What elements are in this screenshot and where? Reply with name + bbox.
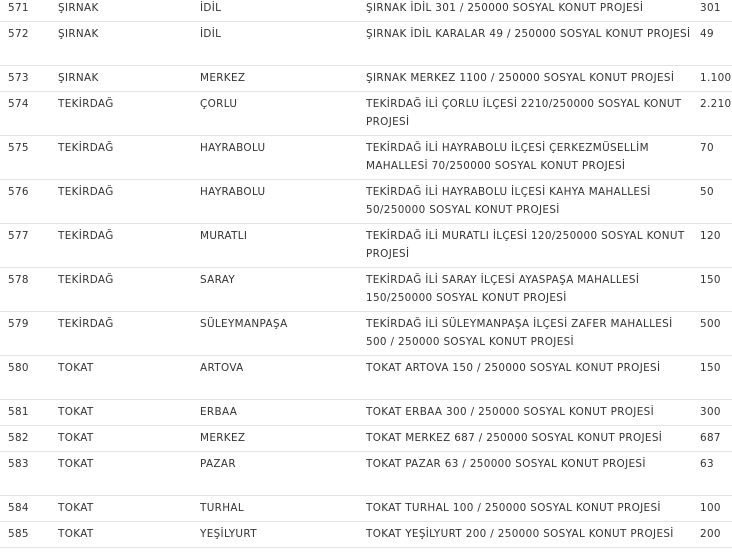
province-cell: TOKAT [58,502,94,514]
unit-count-cell: 50 [700,186,714,198]
table-row [0,136,732,180]
province-cell: TEKİRDAĞ [58,318,114,330]
district-cell: ERBAA [200,406,238,418]
unit-count-cell: 70 [700,142,714,154]
district-cell: ARTOVA [200,362,244,374]
district-cell: MERKEZ [200,432,246,444]
project-name-cell: ŞIRNAK MERKEZ 1100 / 250000 SOSYAL KONUT PROJESİ [366,72,675,84]
unit-count-cell: 150 [700,362,721,374]
district-cell: PAZAR [200,458,236,470]
province-cell: TEKİRDAĞ [58,186,114,198]
district-cell: TURHAL [200,502,244,514]
row-number: 579 [8,318,29,330]
table-row [0,224,732,268]
project-name-cell: TEKİRDAĞ İLİ ÇORLU İLÇESİ 2210/250000 SOSYAL KONUT PROJESİ [366,98,682,128]
project-name-cell: TEKİRDAĞ İLİ HAYRABOLU İLÇESİ ÇERKEZMÜSELLİM MAHALLESİ 70/250000 SOSYAL KONUT PROJESİ [366,142,649,172]
unit-count-cell: 49 [700,28,714,40]
project-name-cell: TOKAT TURHAL 100 / 250000 SOSYAL KONUT PROJESİ [366,502,661,514]
district-cell: SARAY [200,274,236,286]
project-name-cell: ŞIRNAK İDİL KARALAR 49 / 250000 SOSYAL KONUT PROJESİ [366,28,691,40]
table-row [0,452,732,496]
table-row [0,312,732,356]
row-number: 572 [8,28,29,40]
table-row [0,268,732,312]
table-row [0,426,732,452]
district-cell: HAYRABOLU [200,186,266,198]
project-name-cell: TEKİRDAĞ İLİ MURATLI İLÇESİ 120/250000 SOSYAL KONUT PROJESİ [366,230,685,260]
row-number: 571 [8,2,29,14]
row-number: 581 [8,406,29,418]
project-name-cell: TOKAT YEŞİLYURT 200 / 250000 SOSYAL KONUT PROJESİ [366,528,674,540]
row-number: 585 [8,528,29,540]
unit-count-cell: 301 [700,2,721,14]
province-cell: TOKAT [58,362,94,374]
row-number: 573 [8,72,29,84]
unit-count-cell: 500 [700,318,721,330]
row-number: 582 [8,432,29,444]
project-name-cell: ŞIRNAK İDİL 301 / 250000 SOSYAL KONUT PROJESİ [366,2,644,14]
row-number: 575 [8,142,29,154]
project-name-cell: TEKİRDAĞ İLİ SÜLEYMANPAŞA İLÇESİ ZAFER MAHALLESİ 500 / 250000 SOSYAL KONUT PROJESİ [366,318,673,348]
row-number: 577 [8,230,29,242]
district-cell: ÇORLU [200,98,238,110]
district-cell: İDİL [200,2,222,14]
province-cell: TEKİRDAĞ [58,274,114,286]
table-row [0,522,732,548]
unit-count-cell: 1.100 [700,72,732,84]
unit-count-cell: 120 [700,230,721,242]
province-cell: TOKAT [58,406,94,418]
project-name-cell: TOKAT ARTOVA 150 / 250000 SOSYAL KONUT PROJESİ [366,362,661,374]
unit-count-cell: 150 [700,274,721,286]
unit-count-cell: 200 [700,528,721,540]
table-row [0,496,732,522]
unit-count-cell: 2.210 [700,98,732,110]
province-cell: TEKİRDAĞ [58,142,114,154]
row-number: 584 [8,502,29,514]
row-number: 576 [8,186,29,198]
district-cell: MERKEZ [200,72,246,84]
province-cell: TOKAT [58,432,94,444]
project-name-cell: TOKAT MERKEZ 687 / 250000 SOSYAL KONUT PROJESİ [366,432,663,444]
district-cell: MURATLI [200,230,248,242]
unit-count-cell: 100 [700,502,721,514]
row-number: 583 [8,458,29,470]
table-row [0,356,732,400]
district-cell: YEŞİLYURT [200,528,257,540]
table-row [0,92,732,136]
unit-count-cell: 63 [700,458,714,470]
province-cell: ŞIRNAK [58,2,99,14]
row-number: 580 [8,362,29,374]
table-row [0,180,732,224]
table-row [0,22,732,66]
province-cell: TOKAT [58,528,94,540]
unit-count-cell: 300 [700,406,721,418]
province-cell: ŞIRNAK [58,28,99,40]
district-cell: HAYRABOLU [200,142,266,154]
province-cell: ŞIRNAK [58,72,99,84]
district-cell: SÜLEYMANPAŞA [200,318,288,330]
province-cell: TEKİRDAĞ [58,230,114,242]
row-number: 574 [8,98,29,110]
project-name-cell: TOKAT PAZAR 63 / 250000 SOSYAL KONUT PROJESİ [366,458,646,470]
table-row [0,400,732,426]
table-row [0,66,732,92]
unit-count-cell: 687 [700,432,721,444]
district-cell: İDİL [200,28,222,40]
project-name-cell: TOKAT ERBAA 300 / 250000 SOSYAL KONUT PROJESİ [366,406,654,418]
province-cell: TEKİRDAĞ [58,98,114,110]
table-row [0,0,732,22]
row-number: 578 [8,274,29,286]
province-cell: TOKAT [58,458,94,470]
project-name-cell: TEKİRDAĞ İLİ SARAY İLÇESİ AYASPAŞA MAHALLESİ 150/250000 SOSYAL KONUT PROJESİ [366,274,640,304]
project-name-cell: TEKİRDAĞ İLİ HAYRABOLU İLÇESİ KAHYA MAHALLESİ 50/250000 SOSYAL KONUT PROJESİ [366,186,651,216]
